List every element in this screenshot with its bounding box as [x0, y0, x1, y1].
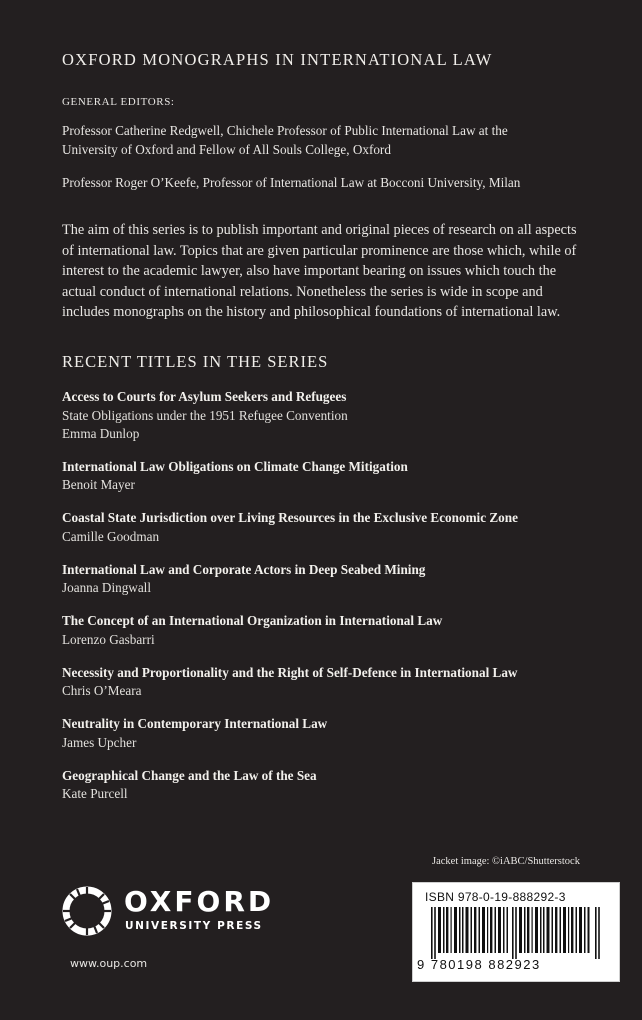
publisher-website: www.oup.com: [70, 957, 148, 970]
book-author: Benoit Mayer: [62, 477, 135, 492]
book-title: Coastal State Jurisdiction over Living Resources in the Exclusive Economic Zone: [62, 510, 518, 525]
book-title: International Law Obligations on Climate Change Mitigation: [62, 458, 408, 474]
isbn-number: ISBN 978-0-19-888292-3: [425, 890, 566, 904]
book-author: Chris O’Meara: [62, 683, 142, 698]
recent-titles-list: [62, 388, 602, 804]
isbn-barcode: [412, 882, 620, 982]
barcode-bars: [431, 907, 603, 959]
title-item: [62, 715, 602, 752]
book-author: Joanna Dingwall: [62, 580, 151, 595]
title-item: [62, 767, 602, 804]
logo-subtitle: UNIVERSITY PRESS: [125, 920, 263, 932]
book-subtitle: State Obligations under the 1951 Refugee Convention: [62, 407, 348, 423]
book-author: James Upcher: [62, 734, 137, 750]
oxford-university-press-logo: [62, 884, 292, 940]
oxford-university-press-logo-icon: [62, 886, 112, 936]
book-author: Emma Dunlop: [62, 426, 140, 441]
book-title: International Law and Corporate Actors in Deep Seabed Mining: [62, 561, 426, 577]
series-aim-paragraph: The aim of this series is to publish important and original pieces of research on all aspects of international law. Topics that are given particular prominence are those which, while of interest to the academic lawyer, also have important bearing on issues which touch the actual conduct of international relations. Nonetheless the series is wide in scope and includes monographs on the history and philosophical foundations of international law.: [62, 222, 577, 320]
book-author: Camille Goodman: [62, 528, 160, 544]
barcode-digits: 9 780198 882923: [417, 957, 541, 972]
book-title: The Concept of an International Organization in International Law: [62, 613, 443, 628]
editor-entry: Professor Catherine Redgwell, Chichele Professor of Public International Law at the University of Oxford and Fellow of All Souls College, Oxford: [62, 123, 508, 157]
book-title: Necessity and Proportionality and the Right of Self-Defence in International Law: [62, 664, 518, 680]
title-item: [62, 561, 602, 598]
title-item: [62, 664, 602, 701]
logo-wordmark: OXFORD: [124, 885, 275, 918]
title-item: [62, 388, 602, 444]
jacket-image-credit: Jacket image: ©iABC/Shutterstock: [432, 856, 580, 867]
title-item: [62, 509, 602, 546]
book-title: Neutrality in Contemporary International Law: [62, 716, 328, 731]
title-item: [62, 612, 602, 649]
book-title: Geographical Change and the Law of the Sea: [62, 767, 317, 783]
recent-titles-heading: RECENT TITLES IN THE SERIES: [62, 352, 329, 371]
series-title: OXFORD MONOGRAPHS IN INTERNATIONAL LAW: [62, 50, 493, 69]
book-author: Kate Purcell: [62, 786, 128, 801]
book-author: Lorenzo Gasbarri: [62, 631, 155, 647]
editor-entry: Professor Roger O’Keefe, Professor of International Law at Bocconi University, Milan: [62, 175, 521, 190]
book-title: Access to Courts for Asylum Seekers and Refugees: [62, 389, 347, 404]
general-editors-heading: GENERAL EDITORS:: [62, 96, 175, 108]
title-item: [62, 458, 602, 495]
